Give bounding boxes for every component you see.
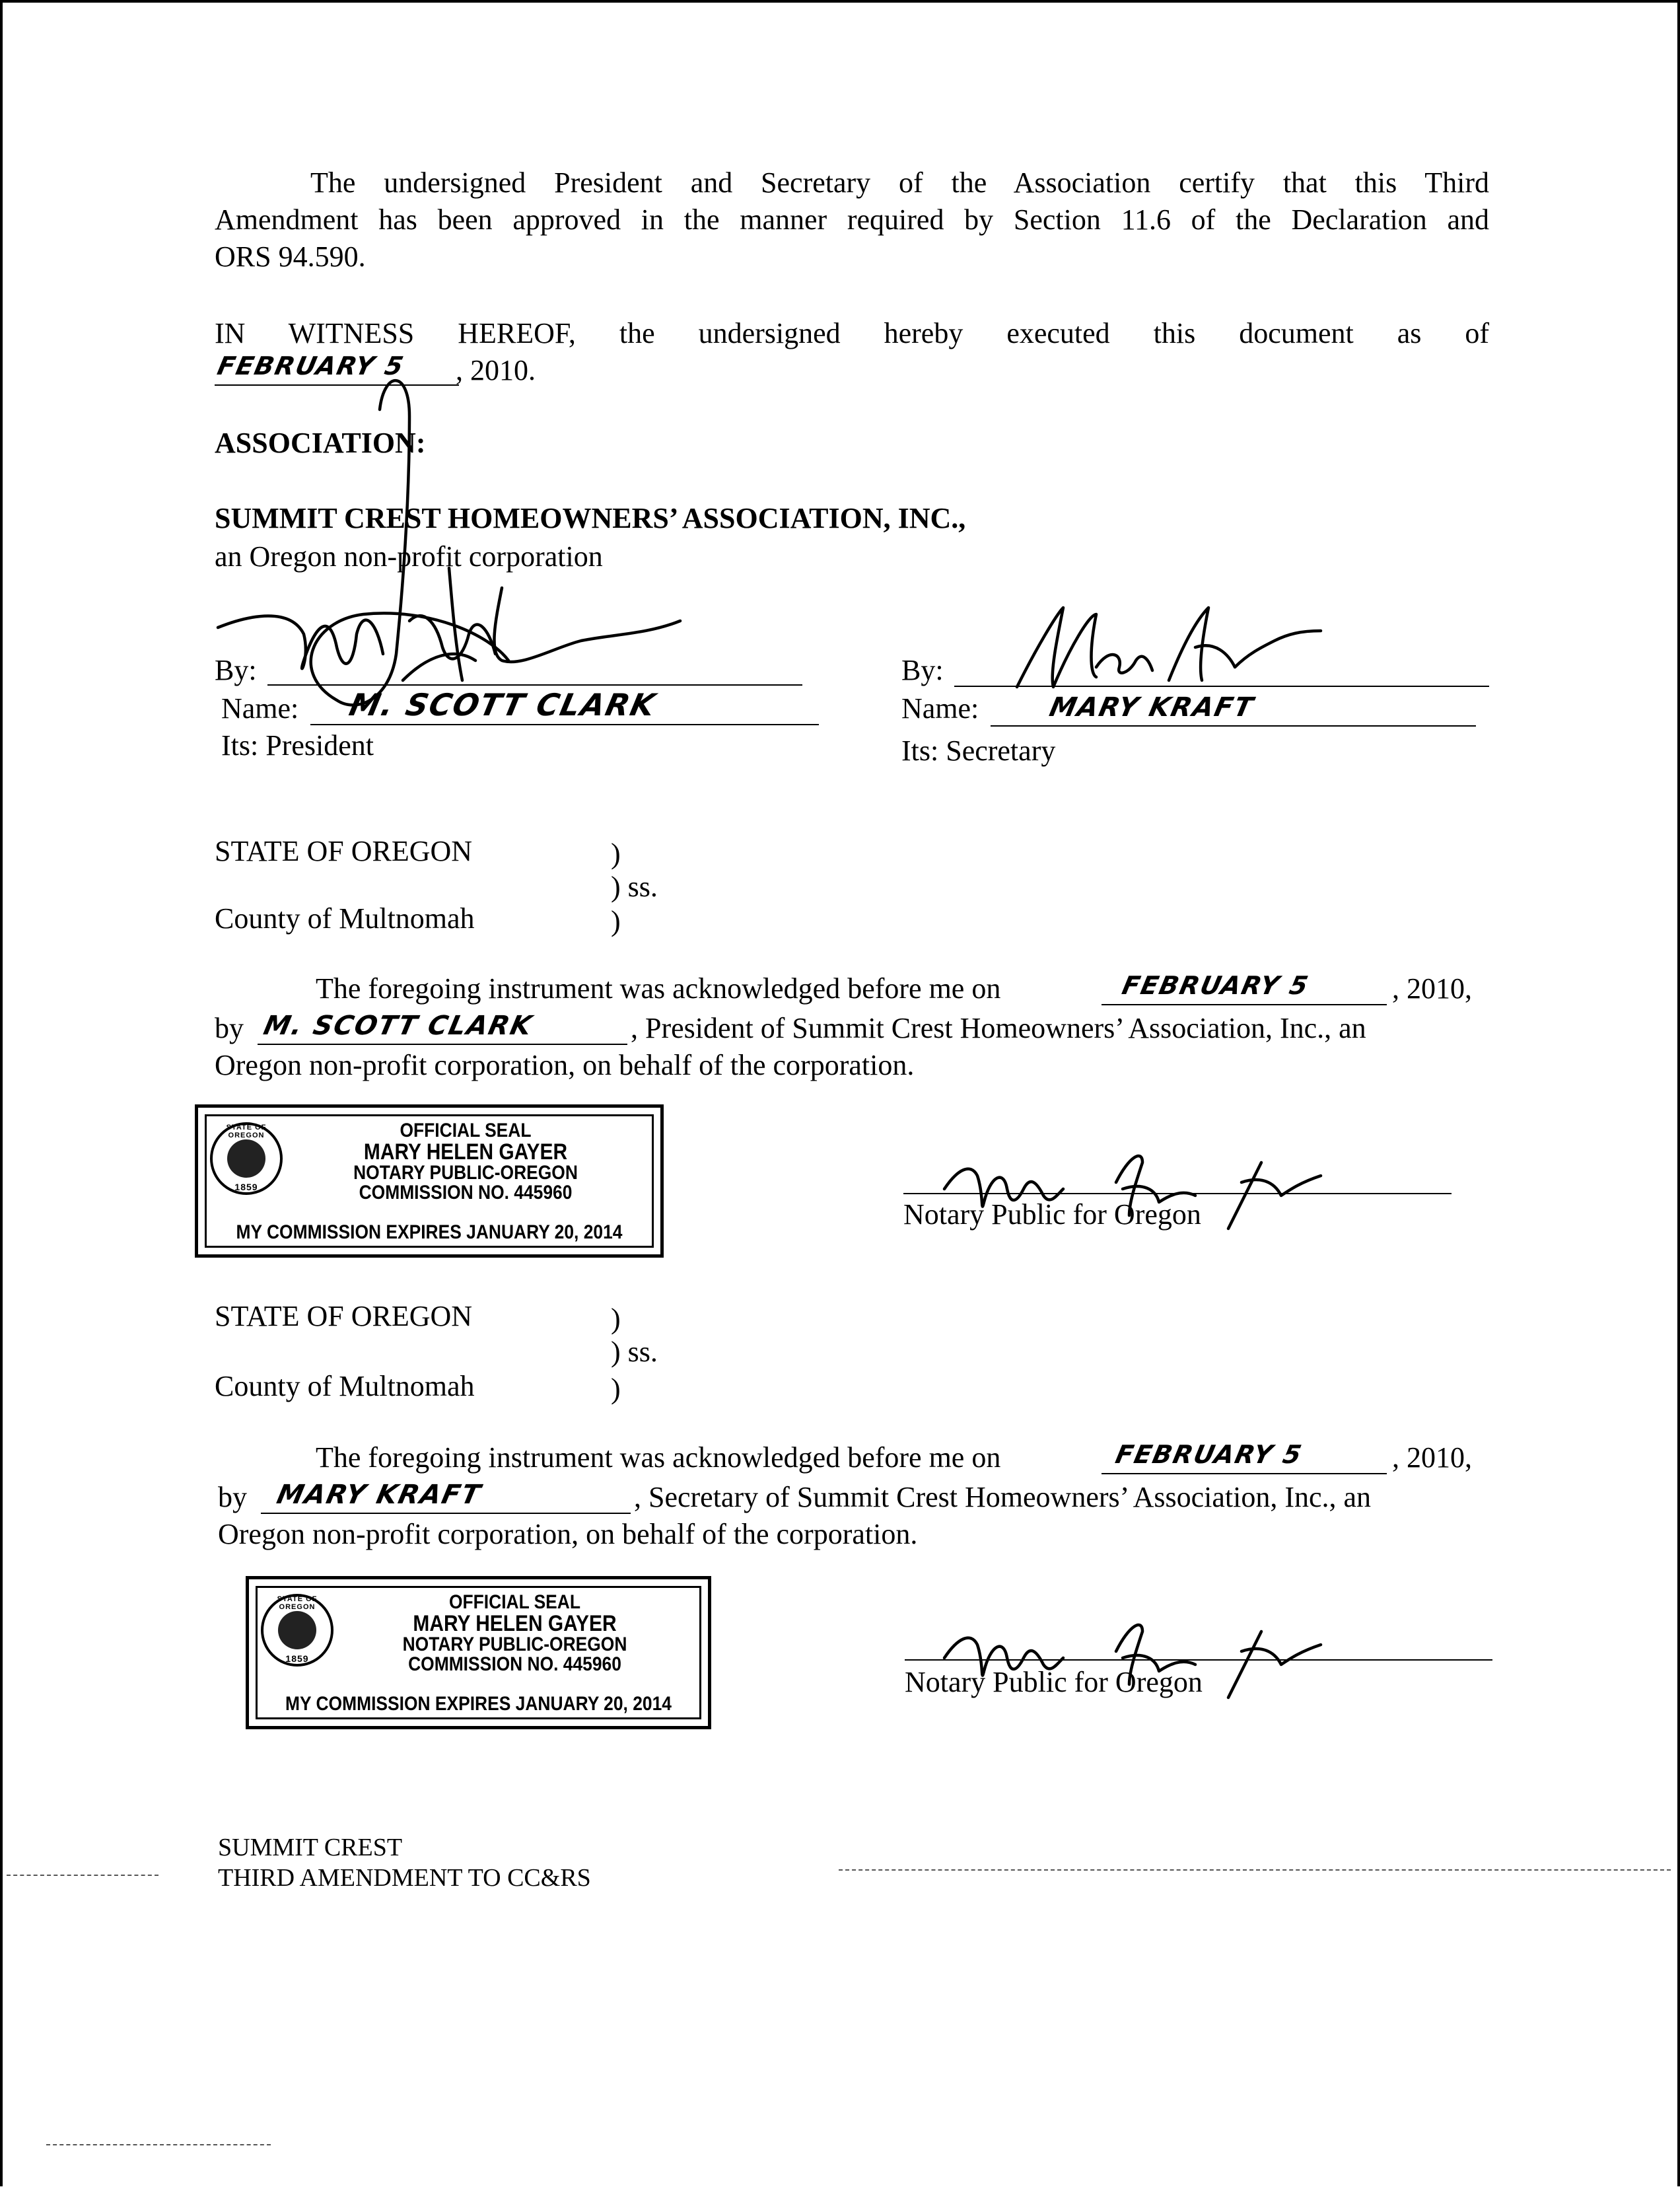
ack2-line1-prefix: The foregoing instrument was acknowledged before me on: [316, 1441, 1001, 1474]
ack1-line2-suffix: , President of Summit Crest Homeowners’ Association, Inc., an: [631, 1012, 1366, 1044]
ack1-ss: ) ss.: [611, 871, 658, 903]
certification-line-3: ORS 94.590.: [215, 240, 366, 273]
president-by-line: [267, 684, 802, 686]
ack2-line1-suffix: , 2010,: [1392, 1441, 1472, 1474]
ack2-date-line: [1102, 1473, 1387, 1474]
emblem-core: [278, 1611, 316, 1649]
seal-line-3: NOTARY PUBLIC-OREGON: [353, 1162, 578, 1184]
secretary-by-label: By:: [901, 654, 944, 686]
ack1-county: County of Multnomah: [215, 902, 475, 935]
seal-line-5: MY COMMISSION EXPIRES JANUARY 20, 2014: [285, 1693, 672, 1715]
ack1-paren-bottom: ): [611, 905, 621, 937]
ack1-by-label: by: [215, 1012, 244, 1044]
emblem-core: [227, 1139, 265, 1178]
secretary-name-line: [991, 725, 1476, 727]
notary-seal-2: [246, 1576, 711, 1729]
ack1-date-handwritten: FEBRUARY 5: [1119, 971, 1312, 1000]
ack1-state: STATE OF OREGON: [215, 835, 473, 867]
ack2-state: STATE OF OREGON: [215, 1300, 473, 1332]
ack1-paren-top: ): [611, 838, 621, 870]
president-title: Its: President: [221, 729, 374, 762]
ack1-line1-suffix: , 2010,: [1392, 972, 1472, 1005]
emblem-top-text: STATE OF OREGON: [277, 1595, 318, 1611]
oregon-seal-emblem-icon: [210, 1122, 283, 1195]
president-name-line: [310, 724, 819, 725]
association-name: SUMMIT CREST HOMEOWNERS’ ASSOCIATION, INC.,: [215, 502, 966, 534]
emblem-bottom-text: 1859: [285, 1653, 309, 1664]
seal-line-4: COMMISSION NO. 445960: [408, 1653, 621, 1675]
notary-label-1: Notary Public for Oregon: [903, 1198, 1201, 1231]
footer-scan-artifact-left: [7, 1875, 158, 1876]
president-name-handwritten: M. SCOTT CLARK: [346, 687, 660, 723]
seal-line-2: MARY HELEN GAYER: [413, 1611, 617, 1636]
footer-line-1: SUMMIT CREST: [218, 1834, 403, 1861]
certification-line-2: Amendment has been approved in the manner required by Section 11.6 of the Declaration and: [215, 203, 1489, 236]
notary-seal-1: [195, 1104, 664, 1258]
oregon-seal-emblem-icon: [261, 1594, 333, 1667]
ack2-county: County of Multnomah: [215, 1370, 475, 1402]
president-name-label: Name:: [221, 692, 299, 725]
footer-scan-artifact-right: [839, 1869, 1671, 1871]
emblem-top-text: STATE OF OREGON: [226, 1124, 267, 1139]
secretary-title: Its: Secretary: [901, 735, 1056, 767]
association-type: an Oregon non-profit corporation: [215, 540, 603, 573]
seal-line-4: COMMISSION NO. 445960: [359, 1182, 573, 1203]
notary-label-2: Notary Public for Oregon: [905, 1666, 1203, 1698]
witness-year: , 2010.: [456, 354, 536, 386]
ack2-paren-top: ): [611, 1303, 621, 1335]
ack2-by-label: by: [218, 1481, 247, 1513]
secretary-name-handwritten: MARY KRAFT: [1047, 692, 1257, 723]
ack1-signer-handwritten: M. SCOTT CLARK: [261, 1011, 536, 1041]
president-by-label: By:: [215, 654, 257, 686]
secretary-name-label: Name:: [901, 692, 979, 725]
notary-line-2: [905, 1659, 1492, 1661]
emblem-bottom-text: 1859: [234, 1182, 258, 1192]
secretary-by-line: [954, 686, 1489, 687]
ack1-date-line: [1102, 1004, 1387, 1005]
ack2-line2-suffix: , Secretary of Summit Crest Homeowners’ Association, Inc., an: [634, 1481, 1372, 1513]
ack1-line3: Oregon non-profit corporation, on behalf of the corporation.: [215, 1049, 915, 1081]
ack2-date-handwritten: FEBRUARY 5: [1113, 1440, 1306, 1469]
seal-line-1: OFFICIAL SEAL: [400, 1120, 532, 1141]
seal-line-3: NOTARY PUBLIC-OREGON: [402, 1633, 627, 1655]
bottom-scan-artifact: [46, 2144, 271, 2145]
witness-line: IN WITNESS HEREOF, the undersigned hereby executed this document as of: [215, 317, 1489, 349]
certification-line-1: The undersigned President and Secretary of the Association certify that this Third: [310, 166, 1489, 199]
ack2-ss: ) ss.: [611, 1336, 658, 1368]
seal-line-2: MARY HELEN GAYER: [363, 1139, 568, 1165]
seal-line-1: OFFICIAL SEAL: [449, 1591, 580, 1613]
ack2-signer-line: [261, 1513, 631, 1514]
ack2-paren-bottom: ): [611, 1373, 621, 1405]
footer-line-2: THIRD AMENDMENT TO CC&RS: [218, 1864, 591, 1892]
ack1-signer-line: [258, 1044, 627, 1045]
seal-line-5: MY COMMISSION EXPIRES JANUARY 20, 2014: [236, 1221, 623, 1243]
notary-line-1: [903, 1193, 1452, 1194]
ack2-signer-handwritten: MARY KRAFT: [274, 1480, 485, 1510]
ack1-line1-prefix: The foregoing instrument was acknowledged before me on: [316, 972, 1001, 1005]
ack2-line3: Oregon non-profit corporation, on behalf of the corporation.: [218, 1518, 918, 1550]
association-heading: ASSOCIATION:: [215, 427, 426, 459]
witness-date-handwritten: FEBRUARY 5: [215, 351, 407, 380]
